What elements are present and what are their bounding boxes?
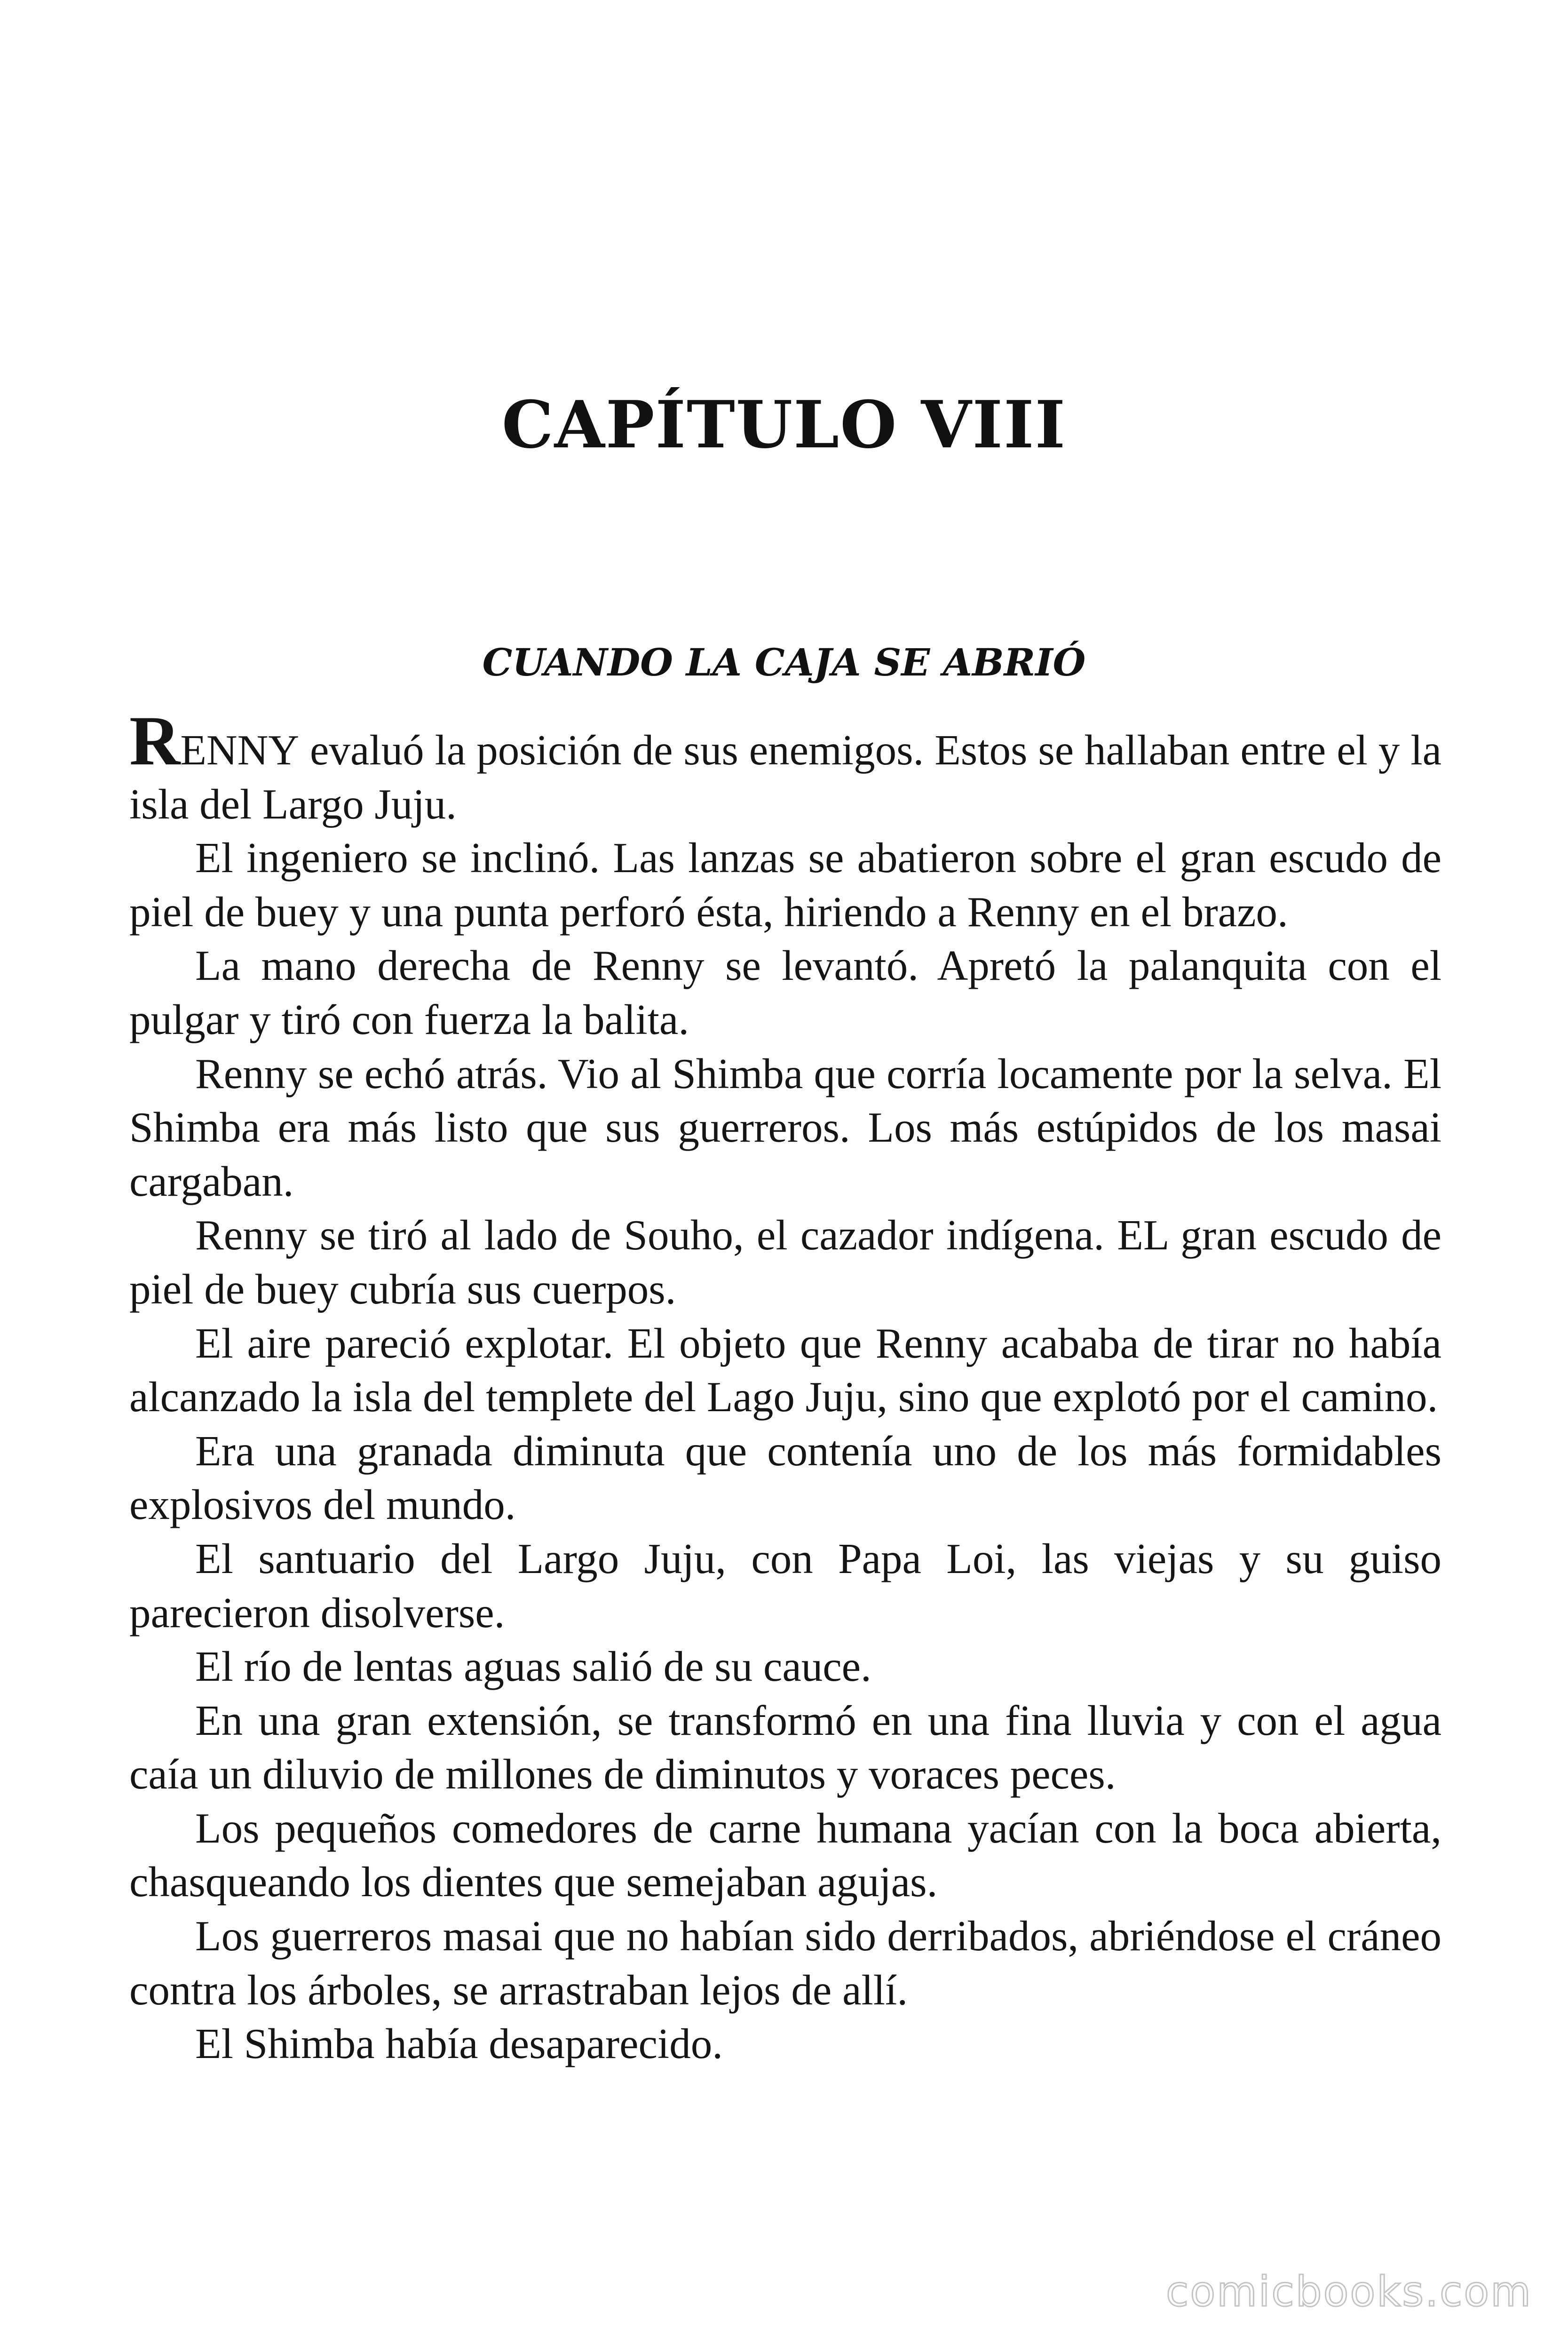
paragraph: El río de lentas aguas salió de su cauce. xyxy=(195,1643,871,1691)
paragraph: Los guerreros masai que no habían sido derribados, abriéndose el cráneo contra los árboles, se arrastraban lejos de allí. xyxy=(129,1912,1441,2014)
chapter-title: CAPÍTULO VIII xyxy=(501,386,1067,463)
opening-text: evaluó la posición de sus enemigos. Estos se hallaban entre el y la isla del Largo Juju. xyxy=(129,726,1441,828)
paragraph: El Shimba había desaparecido. xyxy=(195,2020,723,2068)
opening-paragraph xyxy=(129,702,1441,831)
paragraph: Renny se echó atrás. Vio al Shimba que corría locamente por la selva. El Shimba era más listo que sus guerreros. Los más estúpidos de los masai cargaban. xyxy=(129,1049,1441,1205)
drop-cap: R xyxy=(129,702,181,780)
paragraph: El aire pareció explotar. El objeto que Renny acababa de tirar no había alcanzado la isla del templete del Lago Juju, sino que explotó por el camino. xyxy=(129,1319,1441,1421)
paragraph: El ingeniero se inclinó. Las lanzas se abatieron sobre el gran escudo de piel de buey y una punta perforó ésta, hiriendo a Renny en el brazo. xyxy=(129,834,1441,936)
paragraph: Los pequeños comedores de carne humana yacían con la boca abierta, chasqueando los dientes que semejaban agujas. xyxy=(129,1804,1441,1906)
watermark: comicbooks.com xyxy=(1165,2267,1532,2316)
paragraph: La mano derecha de Renny se levantó. Apretó la palanquita con el pulgar y tiró con fuerza la balita. xyxy=(129,942,1441,1043)
paragraph: Era una granada diminuta que contenía uno de los más formidables explosivos del mundo. xyxy=(129,1427,1441,1529)
chapter-subtitle: CUANDO LA CAJA SE ABRIÓ xyxy=(482,640,1086,684)
paragraph: En una gran extensión, se transformó en una fina lluvia y con el agua caía un diluvio de millones de diminutos y voraces peces. xyxy=(129,1696,1441,1798)
paragraph: Renny se tiró al lado de Souho, el cazador indígena. EL gran escudo de piel de buey cubría sus cuerpos. xyxy=(129,1211,1441,1313)
opening-smallcaps: ENNY xyxy=(180,726,300,774)
paragraph: El santuario del Largo Juju, con Papa Loi, las viejas y su guiso parecieron disolverse. xyxy=(129,1534,1441,1637)
chapter-body xyxy=(129,702,1441,2071)
